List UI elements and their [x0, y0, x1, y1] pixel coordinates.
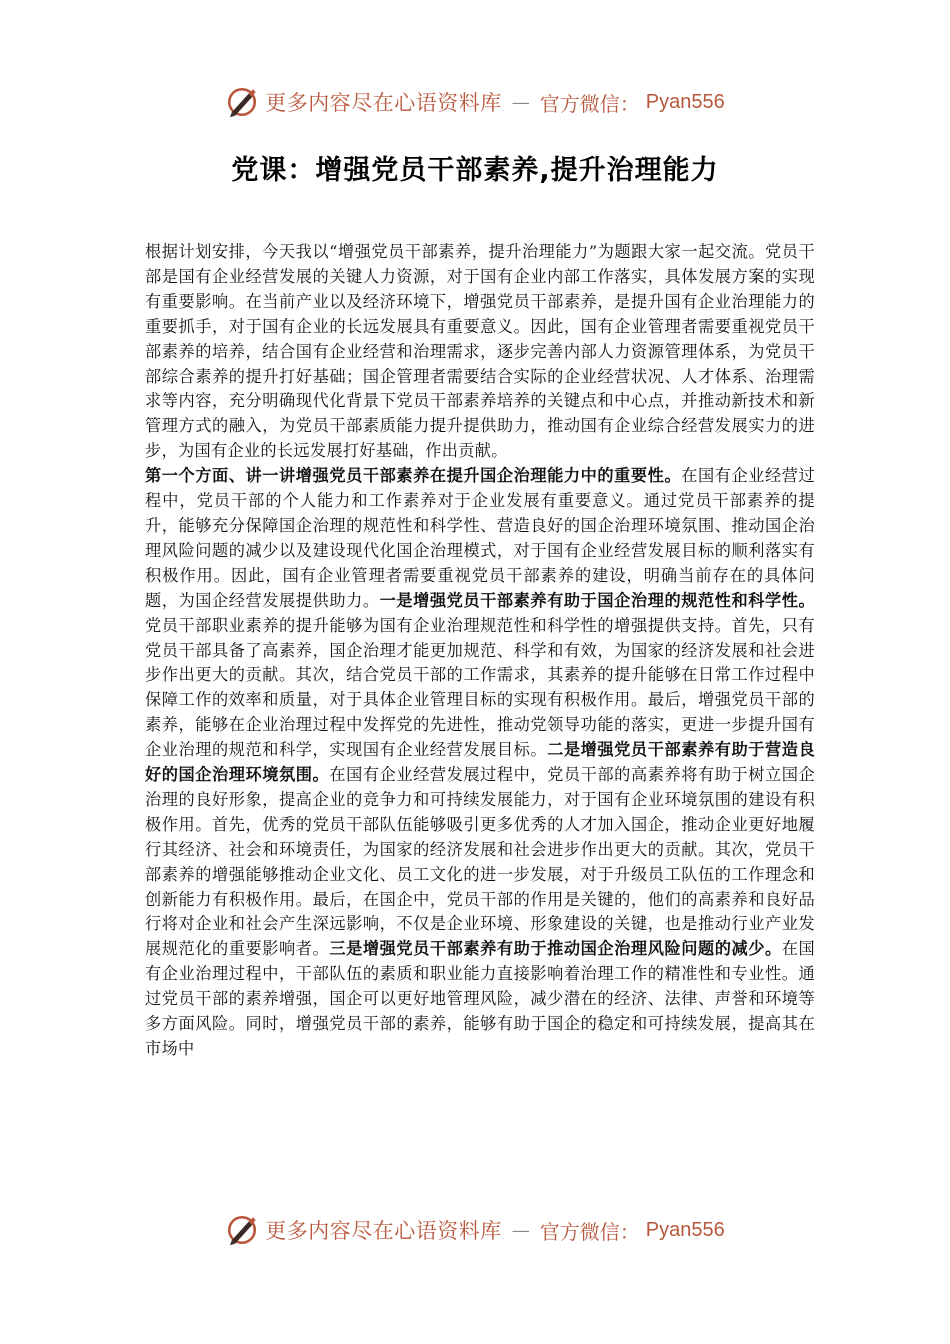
section1-text: 在国有企业经营过程中，党员干部的个人能力和工作素养对于企业发展有重要意义。通过党员干部素养的提升，能够充分保障国企治理的规范性和科学性、营造良好的国企治理环境氛围、推动国企治理风险问题的减少以及建设现代化国企治理模式，对于国有企业经营发展目标的顺利落实有积极作用。因此，国有企业管理者需要重视党员干部素养的建设，明确当前存在的具体问题，为国企经营发展提供助力。	[145, 466, 815, 610]
point2-heading: 二是增强党员干部素养有助于营造良好的国企治理环境氛围。	[145, 740, 815, 785]
section1-heading: 第一个方面、讲一讲增强党员干部素养在提升国企治理能力中的重要性。	[145, 466, 682, 486]
intro-paragraph: 根据计划安排，今天我以“增强党员干部素养，提升治理能力”为题跟大家一起交流。党员干部是国有企业经营发展的关键人力资源，对于国有企业内部工作落实，具体发展方案的实现有重要影响。在当前产业以及经济环境下，增强党员干部素养，是提升国有企业治理能力的重要抓手，对于国有企业的长远发展具有重要意义。因此，国有企业管理者需要重视党员干部素养的培养，结合国有企业经营和治理需求，逐步完善内部人力资源管理体系，为党员干部综合素养的提升打好基础；国企管理者需要结合实际的企业经营状况、人才体系、治理需求等内容，充分明确现代化背景下党员干部素养培养的关键点和中心点，并推动新技术和新管理方式的融入，为党员干部素质能力提升提供助力，推动国有企业综合经营发展实力的进步，为国有企业的长远发展打好基础，作出贡献。	[145, 242, 815, 461]
point2-text: 在国有企业经营发展过程中，党员干部的高素养将有助于树立国企治理的良好形象，提高企业的竞争力和可持续发展能力，对于国有企业环境氛围的建设有积极作用。首先，优秀的党员干部队伍能够吸引更多优秀的人才加入国企，推动企业更好地履行其经济、社会和环境责任，为国家的经济发展和社会进步作出更大的贡献。其次，党员干部素养的增强能够推动企业文化、员工文化的进一步发展，对于升级员工队伍的工作理念和创新能力有积极作用。最后，在国企中，党员干部的作用是关键的，他们的高素养和良好品行将对企业和社会产生深远影响，不仅是企业环境、形象建设的关键，也是推动行业产业发展规范化的重要影响者。	[145, 765, 815, 959]
document-title: 党课：增强党员干部素养,提升治理能力	[231, 155, 719, 186]
header-banner-main-text: 更多内容尽在心语资料库	[265, 91, 502, 115]
footer-banner-sub-text: 官方微信：	[539, 1219, 640, 1244]
header-banner-sub-text: 官方微信：	[539, 91, 640, 116]
pen-logo-icon	[225, 85, 259, 119]
footer-banner-wechat-id: Pyan556	[645, 1218, 725, 1241]
header-banner-separator: —	[511, 91, 530, 113]
header-banner	[0, 82, 950, 122]
point1-heading: 一是增强党员干部素养有助于国企治理的规范性和科学性。	[379, 590, 815, 610]
point3-heading: 三是增强党员干部素养有助于推动国企治理风险问题的减少。	[329, 939, 782, 959]
footer-banner-separator: —	[511, 1219, 530, 1241]
point3-text: 在国有企业治理过程中，干部队伍的素质和职业能力直接影响着治理工作的精准性和专业性。通过党员干部的素养增强，国企可以更好地管理风险，减少潜在的经济、法律、声誉和环境等多方面风险。同时，增强党员干部的素养，能够有助于国企的稳定和可持续发展，提高其在市场中	[145, 939, 815, 1058]
footer-banner-content	[225, 1213, 724, 1247]
point1-text: 党员干部职业素养的提升能够为国有企业治理规范性和科学性的增强提供支持。首先，只有党员干部具备了高素养，国企治理才能更加规范、科学和有效，为国家的经济发展和社会进步作出更大的贡献。其次，结合党员干部的工作需求，其素养的提升能够在日常工作过程中保障工作的效率和质量，对于具体企业管理目标的实现有积极作用。最后，增强党员干部的素养，能够在企业治理过程中发挥党的先进性，推动党领导功能的落实，更进一步提升国有企业治理的规范和科学，实现国有企业经营发展目标。	[145, 615, 815, 760]
document-body	[145, 240, 815, 1062]
header-banner-content	[225, 85, 724, 119]
footer-banner-main-text: 更多内容尽在心语资料库	[265, 1219, 502, 1243]
footer-banner	[0, 1210, 950, 1250]
header-banner-wechat-id: Pyan556	[645, 90, 725, 113]
pen-logo-icon	[225, 1213, 259, 1247]
section1-paragraph	[145, 464, 815, 1062]
